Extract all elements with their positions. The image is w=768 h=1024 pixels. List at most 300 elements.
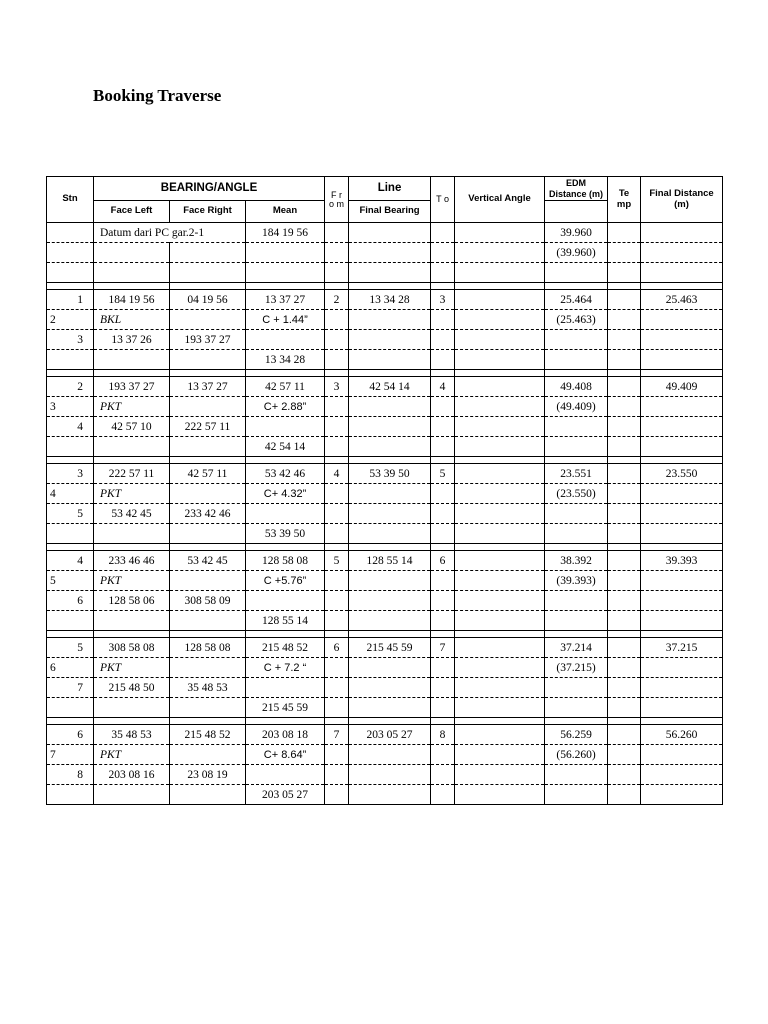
table-cell [349, 484, 431, 504]
table-cell [325, 765, 349, 785]
final-distance-value: 56.260 [641, 725, 723, 745]
gap-cell [47, 283, 94, 290]
table-header [47, 177, 723, 223]
gap-cell [94, 283, 170, 290]
gap-cell [246, 283, 325, 290]
face-right-value: 13 37 27 [170, 377, 246, 397]
table-cell [608, 437, 641, 457]
to-station: 8 [431, 725, 455, 745]
backsight-row [47, 638, 723, 658]
edm-distance-check: (23.550) [545, 484, 608, 504]
correction-value: C + 7.2 “ [246, 658, 325, 678]
foresight-stn: 8 [47, 765, 94, 785]
final-bearing-value: 42 54 14 [349, 377, 431, 397]
table-cell [431, 785, 455, 805]
final-mean-row [47, 437, 723, 457]
foresight-row [47, 591, 723, 611]
face-left-value: 53 42 45 [94, 504, 170, 524]
table-cell [325, 484, 349, 504]
backsight-stn: 5 [47, 638, 94, 658]
foresight-row [47, 330, 723, 350]
table-cell [641, 658, 723, 678]
table-cell [325, 591, 349, 611]
temp-cell [608, 464, 641, 484]
foresight-stn: 7 [47, 678, 94, 698]
header-edm-distance: EDM Distance (m) [545, 177, 608, 201]
face-right-value: 53 42 45 [170, 551, 246, 571]
table-cell [608, 785, 641, 805]
table-cell [455, 591, 545, 611]
face-right-value: 308 58 09 [170, 591, 246, 611]
table-cell [455, 397, 545, 417]
backsight-row [47, 290, 723, 310]
table-cell [455, 504, 545, 524]
table-cell [47, 437, 94, 457]
gap-cell [246, 370, 325, 377]
group-gap [47, 283, 723, 290]
gap-cell [94, 718, 170, 725]
gap-cell [431, 544, 455, 551]
final-mean-row [47, 785, 723, 805]
table-cell [47, 350, 94, 370]
table-cell [431, 417, 455, 437]
group-gap [47, 718, 723, 725]
table-cell [431, 611, 455, 631]
table-cell [431, 310, 455, 330]
gap-cell [455, 283, 545, 290]
station-label: PKT [94, 745, 170, 765]
table-cell [608, 658, 641, 678]
table-cell [325, 571, 349, 591]
datum-label: Datum dari PC gar.2-1 [94, 223, 246, 243]
backsight-row [47, 464, 723, 484]
table-cell [170, 611, 246, 631]
face-right-value: 128 58 08 [170, 638, 246, 658]
gap-cell [608, 718, 641, 725]
table-cell [349, 745, 431, 765]
final-bearing-value: 203 05 27 [349, 725, 431, 745]
table-cell [431, 678, 455, 698]
mean-value: 128 58 08 [246, 551, 325, 571]
foresight-row [47, 504, 723, 524]
datum-row-3 [47, 263, 723, 283]
header-vertical-angle: Vertical Angle [455, 177, 545, 223]
gap-cell [47, 631, 94, 638]
table-cell [545, 698, 608, 718]
table-cell [641, 437, 723, 457]
edm-distance-value: 56.259 [545, 725, 608, 745]
face-right-value: 233 42 46 [170, 504, 246, 524]
edm-distance-check: (56.260) [545, 745, 608, 765]
gap-cell [349, 457, 431, 464]
face-left-value: 215 48 50 [94, 678, 170, 698]
face-left-value: 203 08 16 [94, 765, 170, 785]
table-cell [94, 524, 170, 544]
gap-cell [325, 370, 349, 377]
table-cell [349, 591, 431, 611]
table-cell [641, 745, 723, 765]
table-cell [170, 524, 246, 544]
datum-mean: 184 19 56 [246, 223, 325, 243]
gap-cell [349, 544, 431, 551]
table-cell [94, 611, 170, 631]
table-cell [170, 397, 246, 417]
table-cell [246, 765, 325, 785]
gap-cell [325, 544, 349, 551]
table-cell [349, 765, 431, 785]
mean-value: 13 37 27 [246, 290, 325, 310]
edm-distance-check: (39.393) [545, 571, 608, 591]
table-cell [641, 611, 723, 631]
table-cell [455, 484, 545, 504]
table-cell [608, 678, 641, 698]
table-cell [608, 417, 641, 437]
final-mean-value: 203 05 27 [246, 785, 325, 805]
backsight-row [47, 377, 723, 397]
temp-cell [608, 551, 641, 571]
backsight-stn: 3 [47, 464, 94, 484]
station-row [47, 658, 723, 678]
to-station: 6 [431, 551, 455, 571]
table-cell [455, 350, 545, 370]
final-distance-value: 37.215 [641, 638, 723, 658]
face-left-value: 13 37 26 [94, 330, 170, 350]
page-title: Booking Traverse [93, 86, 222, 105]
gap-cell [170, 544, 246, 551]
table-cell [325, 397, 349, 417]
table-cell [455, 571, 545, 591]
table-cell [455, 330, 545, 350]
table-cell [455, 611, 545, 631]
datum-row-2 [47, 243, 723, 263]
header-face-left: Face Left [94, 201, 170, 223]
table-cell [325, 611, 349, 631]
edm-distance-value: 23.551 [545, 464, 608, 484]
table-cell [349, 504, 431, 524]
header-face-right: Face Right [170, 201, 246, 223]
table-cell [431, 330, 455, 350]
table-cell [325, 350, 349, 370]
table-cell [246, 678, 325, 698]
gap-cell [455, 631, 545, 638]
table-cell [608, 524, 641, 544]
table-cell [641, 678, 723, 698]
table-cell [431, 658, 455, 678]
gap-cell [545, 370, 608, 377]
face-right-value: 35 48 53 [170, 678, 246, 698]
backsight-stn: 1 [47, 290, 94, 310]
station-label: PKT [94, 571, 170, 591]
table-cell [608, 330, 641, 350]
face-left-value: 222 57 11 [94, 464, 170, 484]
table-cell [246, 417, 325, 437]
face-left-value: 233 46 46 [94, 551, 170, 571]
header-line: Line [349, 177, 431, 201]
table-cell [641, 310, 723, 330]
table-cell [170, 437, 246, 457]
table-cell [455, 524, 545, 544]
table-cell [325, 504, 349, 524]
table-cell [608, 504, 641, 524]
backsight-stn: 4 [47, 551, 94, 571]
foresight-stn: 5 [47, 504, 94, 524]
table-cell [641, 484, 723, 504]
temp-cell [608, 290, 641, 310]
table-cell [641, 571, 723, 591]
table-cell [431, 524, 455, 544]
foresight-row [47, 417, 723, 437]
table-cell [455, 678, 545, 698]
table-cell [455, 785, 545, 805]
table-cell [325, 698, 349, 718]
table-cell [431, 571, 455, 591]
foresight-row [47, 765, 723, 785]
table-cell [170, 698, 246, 718]
table-cell [325, 330, 349, 350]
table-cell [325, 745, 349, 765]
table-cell [545, 417, 608, 437]
temp-cell [608, 638, 641, 658]
datum-row [47, 223, 723, 243]
from-station: 7 [325, 725, 349, 745]
face-right-value: 222 57 11 [170, 417, 246, 437]
gap-cell [641, 631, 723, 638]
gap-cell [545, 544, 608, 551]
gap-cell [608, 631, 641, 638]
final-mean-value: 42 54 14 [246, 437, 325, 457]
table-cell [431, 484, 455, 504]
header-mean: Mean [246, 201, 325, 223]
table-cell [608, 745, 641, 765]
edm-distance-value: 25.464 [545, 290, 608, 310]
table-cell [545, 765, 608, 785]
face-right-value: 193 37 27 [170, 330, 246, 350]
header-final-distance: Final Distance (m) [641, 177, 723, 223]
table-cell [325, 437, 349, 457]
table-cell [608, 484, 641, 504]
face-left-value: 193 37 27 [94, 377, 170, 397]
table-cell [349, 437, 431, 457]
from-station: 3 [325, 377, 349, 397]
table-cell [349, 611, 431, 631]
to-station: 5 [431, 464, 455, 484]
correction-value: C+ 4.32” [246, 484, 325, 504]
table-cell [349, 785, 431, 805]
gap-cell [246, 718, 325, 725]
table-cell [455, 417, 545, 437]
table-cell [608, 571, 641, 591]
gap-cell [608, 370, 641, 377]
table-cell [170, 571, 246, 591]
datum-edm: 39.960 [545, 223, 608, 243]
table-cell [349, 571, 431, 591]
gap-cell [94, 457, 170, 464]
station-number: 3 [47, 397, 94, 417]
gap-cell [94, 544, 170, 551]
table-cell [349, 524, 431, 544]
traverse-table [46, 176, 723, 805]
face-left-value: 184 19 56 [94, 290, 170, 310]
table-cell [246, 330, 325, 350]
table-cell [349, 310, 431, 330]
header-stn: Stn [47, 177, 94, 223]
gap-cell [608, 544, 641, 551]
station-row [47, 397, 723, 417]
final-mean-row [47, 350, 723, 370]
face-right-value: 23 08 19 [170, 765, 246, 785]
vertical-angle-cell [455, 638, 545, 658]
table-cell [641, 330, 723, 350]
mean-value: 42 57 11 [246, 377, 325, 397]
gap-cell [641, 370, 723, 377]
table-cell [170, 350, 246, 370]
from-station: 4 [325, 464, 349, 484]
table-cell [608, 310, 641, 330]
table-cell [545, 785, 608, 805]
station-number: 5 [47, 571, 94, 591]
table-cell [349, 397, 431, 417]
vertical-angle-cell [455, 551, 545, 571]
table-cell [349, 658, 431, 678]
edm-distance-check: (37.215) [545, 658, 608, 678]
table-cell [349, 417, 431, 437]
table-cell [47, 698, 94, 718]
station-label: PKT [94, 397, 170, 417]
table-cell [608, 698, 641, 718]
table-cell [641, 698, 723, 718]
header-to: T o [431, 177, 455, 223]
table-cell [349, 350, 431, 370]
table-body [47, 223, 723, 805]
gap-cell [349, 370, 431, 377]
table-cell [545, 678, 608, 698]
foresight-stn: 4 [47, 417, 94, 437]
backsight-stn: 6 [47, 725, 94, 745]
from-station: 2 [325, 290, 349, 310]
final-bearing-value: 53 39 50 [349, 464, 431, 484]
table-cell [545, 330, 608, 350]
table-cell [641, 417, 723, 437]
table-cell [170, 785, 246, 805]
gap-cell [246, 544, 325, 551]
table-cell [246, 504, 325, 524]
final-distance-value: 25.463 [641, 290, 723, 310]
temp-cell [608, 377, 641, 397]
table-cell [47, 611, 94, 631]
table-cell [47, 785, 94, 805]
gap-cell [325, 718, 349, 725]
foresight-stn: 6 [47, 591, 94, 611]
gap-cell [349, 718, 431, 725]
gap-cell [47, 544, 94, 551]
final-mean-value: 215 45 59 [246, 698, 325, 718]
datum-edm-check: (39.960) [545, 243, 608, 263]
from-station: 6 [325, 638, 349, 658]
table-cell [608, 350, 641, 370]
edm-distance-check: (25.463) [545, 310, 608, 330]
vertical-angle-cell [455, 725, 545, 745]
correction-value: C+ 8.64” [246, 745, 325, 765]
table-cell [431, 437, 455, 457]
table-cell [431, 397, 455, 417]
vertical-angle-cell [455, 290, 545, 310]
group-gap [47, 370, 723, 377]
backsight-stn: 2 [47, 377, 94, 397]
gap-cell [170, 718, 246, 725]
edm-distance-value: 49.408 [545, 377, 608, 397]
correction-value: C +5.76” [246, 571, 325, 591]
table-cell [431, 504, 455, 524]
station-number: 4 [47, 484, 94, 504]
face-left-value: 42 57 10 [94, 417, 170, 437]
edm-distance-value: 38.392 [545, 551, 608, 571]
group-gap [47, 631, 723, 638]
table-cell [641, 504, 723, 524]
gap-cell [641, 457, 723, 464]
face-left-value: 128 58 06 [94, 591, 170, 611]
table-cell [349, 678, 431, 698]
face-left-value: 35 48 53 [94, 725, 170, 745]
foresight-stn: 3 [47, 330, 94, 350]
table-cell [641, 765, 723, 785]
gap-cell [431, 718, 455, 725]
station-row [47, 484, 723, 504]
station-label: BKL [94, 310, 170, 330]
gap-cell [170, 631, 246, 638]
gap-cell [170, 370, 246, 377]
gap-cell [431, 457, 455, 464]
foresight-row [47, 678, 723, 698]
final-bearing-value: 13 34 28 [349, 290, 431, 310]
table-cell [545, 350, 608, 370]
gap-cell [455, 544, 545, 551]
table-cell [94, 437, 170, 457]
table-cell [431, 350, 455, 370]
final-mean-row [47, 698, 723, 718]
backsight-row [47, 551, 723, 571]
table-cell [608, 397, 641, 417]
header-temp: Te mp [608, 177, 641, 223]
header-bearing-angle: BEARING/ANGLE [94, 177, 325, 201]
table-cell [170, 658, 246, 678]
table-cell [94, 350, 170, 370]
table-cell [545, 504, 608, 524]
face-right-value: 42 57 11 [170, 464, 246, 484]
edm-distance-check: (49.409) [545, 397, 608, 417]
final-mean-value: 53 39 50 [246, 524, 325, 544]
temp-cell [608, 725, 641, 745]
to-station: 3 [431, 290, 455, 310]
station-row [47, 310, 723, 330]
header-final-bearing: Final Bearing [349, 201, 431, 223]
table-cell [431, 745, 455, 765]
table-cell [608, 611, 641, 631]
table-cell [325, 678, 349, 698]
table-cell [455, 658, 545, 678]
table-cell [170, 745, 246, 765]
gap-cell [431, 283, 455, 290]
table-cell [94, 785, 170, 805]
edm-distance-value: 37.214 [545, 638, 608, 658]
vertical-angle-cell [455, 464, 545, 484]
final-bearing-value: 128 55 14 [349, 551, 431, 571]
header-edm-blank [545, 201, 608, 223]
gap-cell [170, 283, 246, 290]
gap-cell [641, 544, 723, 551]
table-cell [545, 611, 608, 631]
group-gap [47, 457, 723, 464]
table-cell [349, 698, 431, 718]
